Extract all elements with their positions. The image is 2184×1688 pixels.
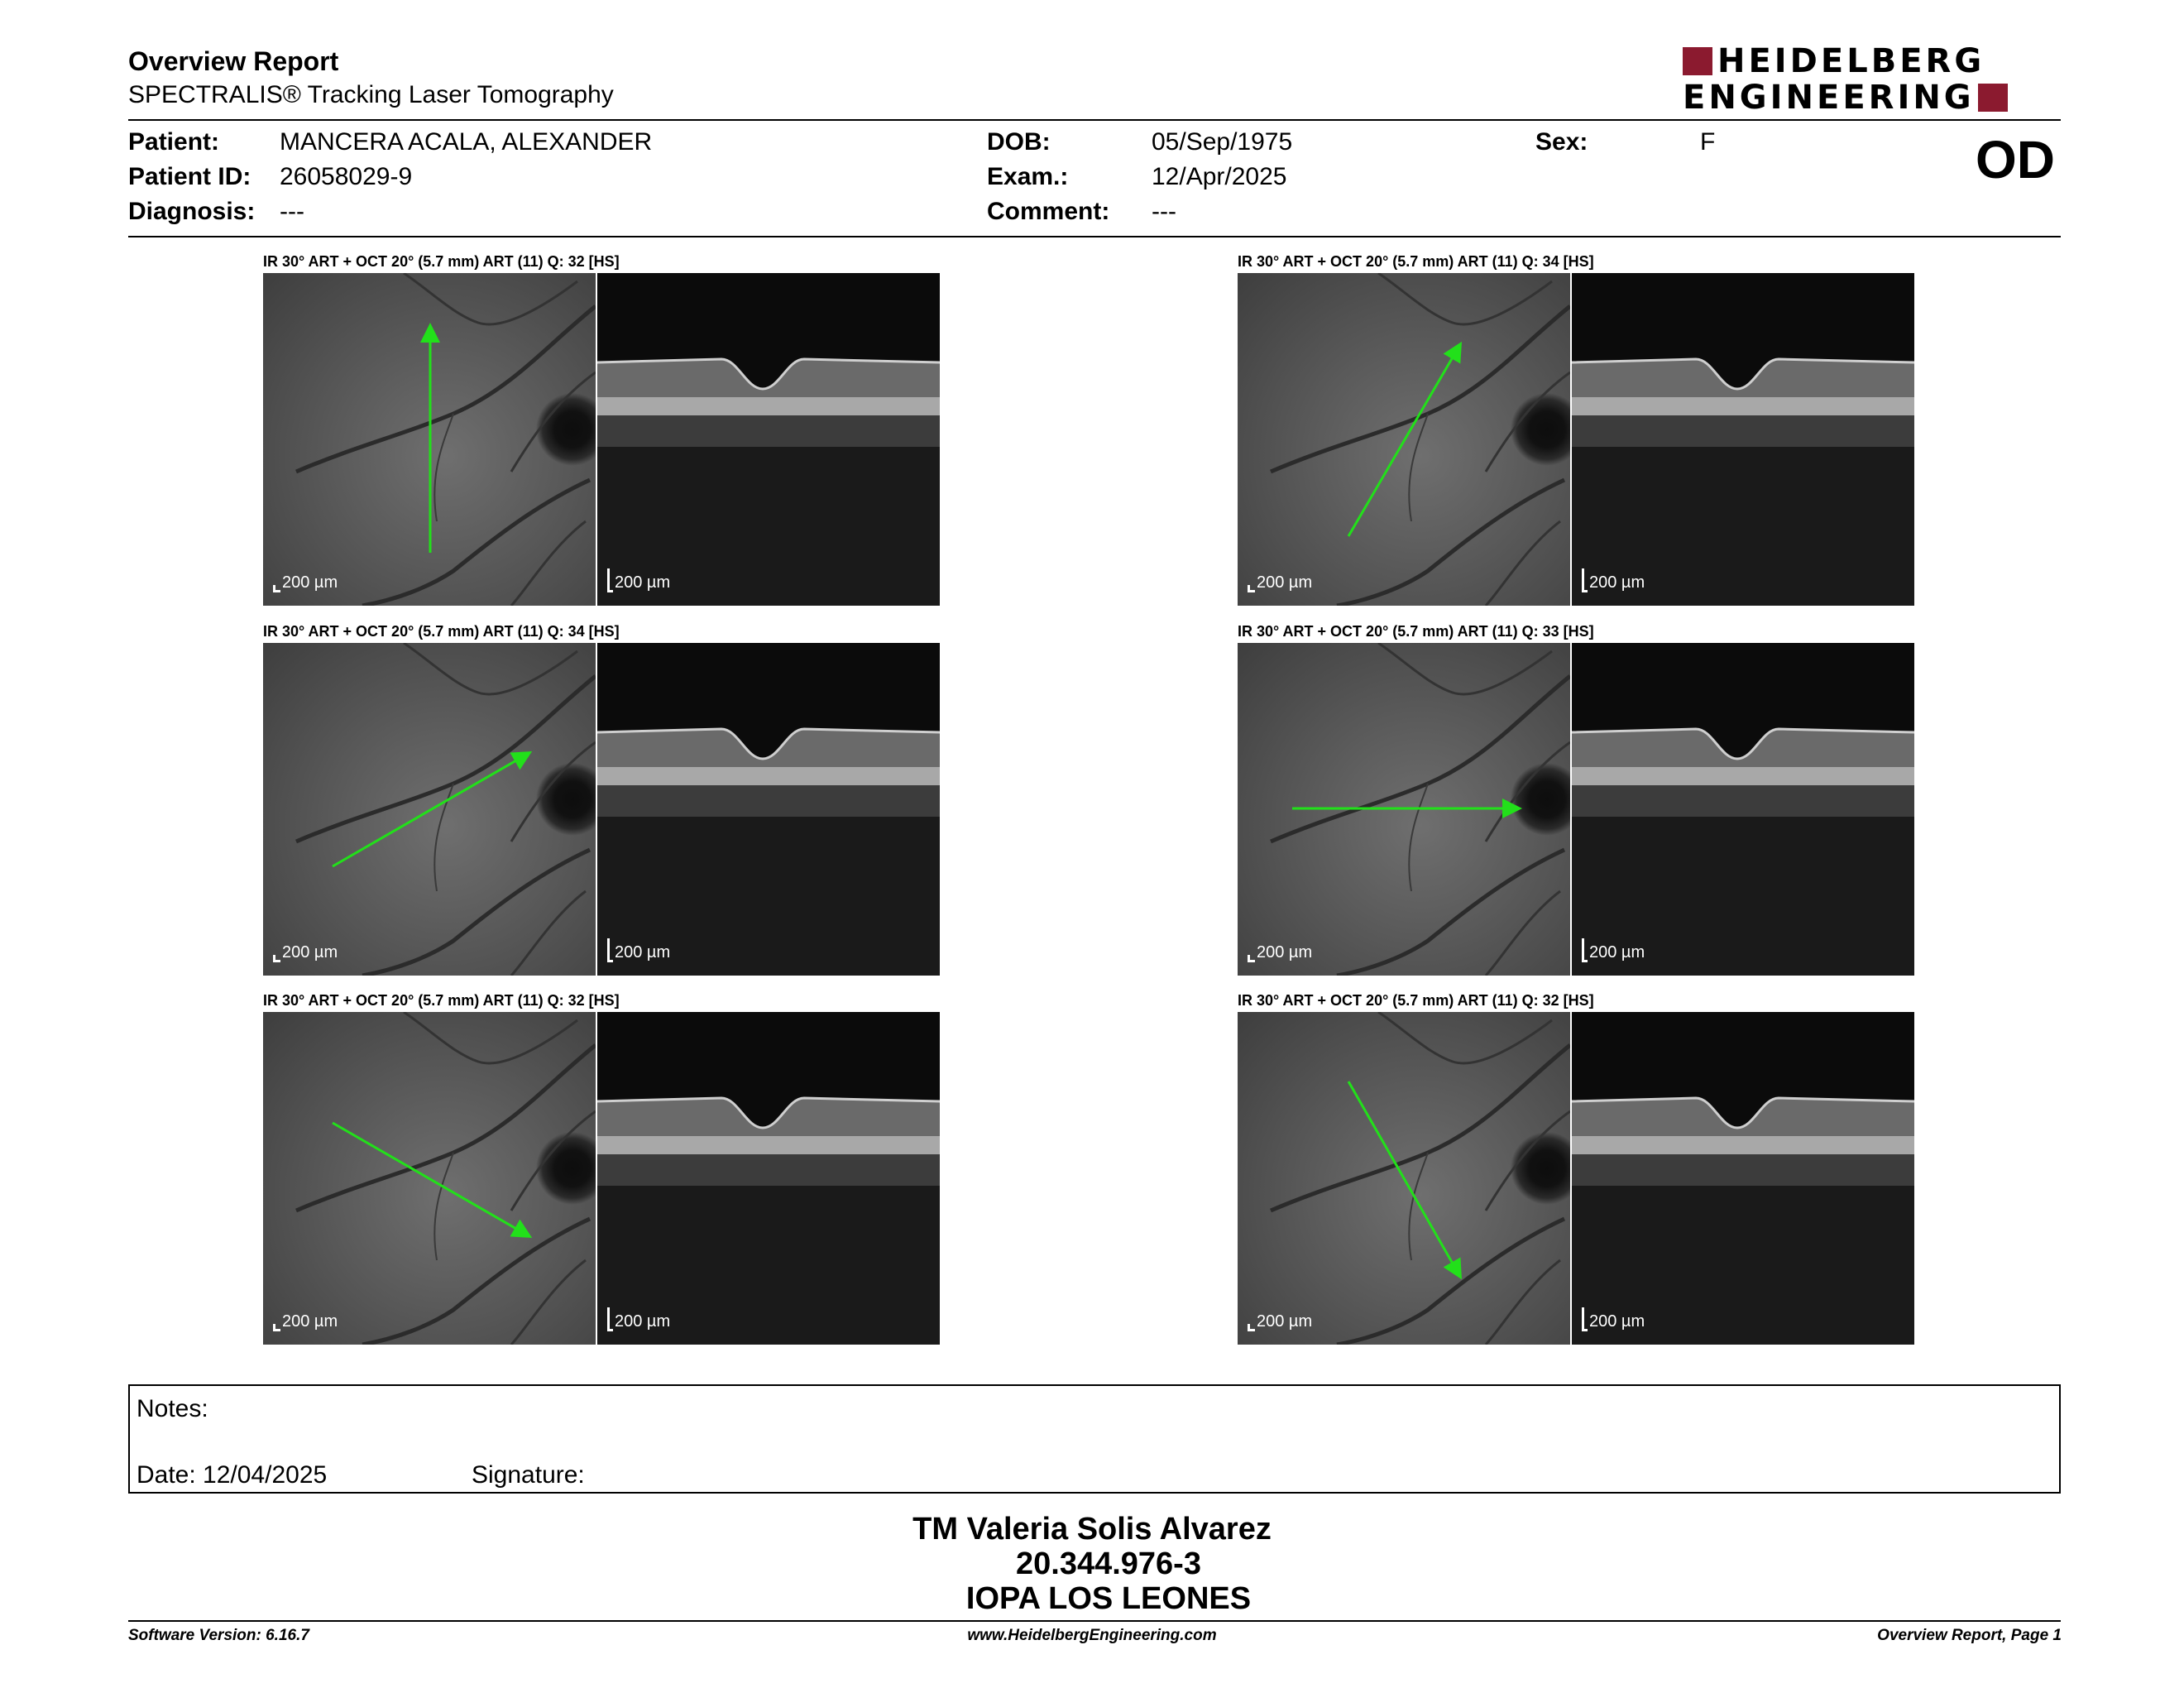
- oct-scale-label: 200 µm: [615, 1312, 671, 1331]
- scan-caption: IR 30° ART + OCT 20° (5.7 mm) ART (11) Q: 33 [HS]: [1238, 623, 1594, 640]
- footer-url[interactable]: www.HeidelbergEngineering.com: [967, 1627, 1217, 1644]
- date-label: Date: 12/04/2025: [136, 1461, 328, 1489]
- ir-scale-label: 200 µm: [1257, 573, 1313, 592]
- scan-caption: IR 30° ART + OCT 20° (5.7 mm) ART (11) Q: 32 [HS]: [263, 992, 620, 1009]
- scan-caption: IR 30° ART + OCT 20° (5.7 mm) ART (11) Q: 34 [HS]: [1238, 253, 1594, 270]
- oct-bscan-image: [597, 1012, 940, 1345]
- ir-scale-label: 200 µm: [1257, 1312, 1313, 1331]
- exam-label: Exam.:: [987, 163, 1069, 190]
- ir-scalebar: [273, 573, 338, 592]
- footer-divider: [128, 1620, 2061, 1622]
- scan-line-arrow: [333, 1123, 528, 1235]
- oct-bscan-image: [597, 643, 940, 976]
- notes-label: Notes:: [136, 1395, 208, 1422]
- oct-scalebar: [1582, 938, 1645, 962]
- header-divider: [128, 119, 2061, 121]
- eye-indicator: OD: [1976, 130, 2055, 189]
- scan-panel: [263, 273, 940, 606]
- ir-fundus-image: [1238, 273, 1570, 606]
- patient-name: MANCERA ACALA, ALEXANDER: [280, 128, 653, 156]
- oct-scale-label: 200 µm: [1589, 943, 1645, 961]
- signature-label: Signature:: [472, 1461, 585, 1489]
- info-divider: [128, 236, 2061, 237]
- oct-scale-label: 200 µm: [1589, 573, 1645, 592]
- ir-scalebar: [273, 943, 338, 962]
- software-version: Software Version: 6.16.7: [128, 1627, 309, 1644]
- oct-scalebar: [607, 568, 670, 592]
- patient-id: 26058029-9: [280, 163, 413, 190]
- patient-id-label: Patient ID:: [128, 163, 251, 190]
- notes-box: [128, 1384, 2061, 1494]
- dob-label: DOB:: [987, 128, 1051, 156]
- logo-square-icon: [1978, 84, 2008, 112]
- ir-fundus-image: [263, 1012, 596, 1345]
- ir-scalebar: [273, 1312, 338, 1331]
- diagnosis-value: ---: [280, 198, 304, 225]
- sex-label: Sex:: [1535, 128, 1588, 156]
- ir-scale-label: 200 µm: [282, 1312, 338, 1331]
- stamp-line2: 20.344.976-3: [1016, 1547, 1201, 1581]
- ir-scalebar: [1248, 1312, 1312, 1331]
- oct-scalebar: [1582, 568, 1645, 592]
- ir-fundus-image: [1238, 643, 1570, 976]
- oct-scale-label: 200 µm: [615, 943, 671, 961]
- page-info: Overview Report, Page 1: [1877, 1627, 2062, 1644]
- oct-bscan-image: [1572, 273, 1914, 606]
- ir-scale-label: 200 µm: [282, 573, 338, 592]
- comment-label: Comment:: [987, 198, 1110, 225]
- scan-panel: [1238, 1012, 1914, 1345]
- report-title: Overview Report: [128, 46, 339, 76]
- ir-scale-label: 200 µm: [282, 943, 338, 961]
- scan-panel: [1238, 643, 1914, 976]
- report-subtitle: SPECTRALIS® Tracking Laser Tomography: [128, 81, 614, 108]
- logo-line1: HEIDELBERG: [1717, 42, 1985, 80]
- ir-fundus-image: [263, 273, 596, 606]
- exam-value: 12/Apr/2025: [1152, 163, 1287, 190]
- ir-fundus-image: [1238, 1012, 1570, 1345]
- scan-panel: [1238, 273, 1914, 606]
- ir-scalebar: [1248, 573, 1312, 592]
- oct-scalebar: [607, 1307, 670, 1331]
- scan-panel: [263, 643, 940, 976]
- scan-line-arrow: [1348, 1081, 1459, 1275]
- logo-square-icon: [1683, 47, 1712, 75]
- oct-bscan-image: [597, 273, 940, 606]
- oct-scale-label: 200 µm: [1589, 1312, 1645, 1331]
- oct-bscan-image: [1572, 643, 1914, 976]
- patient-label: Patient:: [128, 128, 220, 156]
- scan-caption: IR 30° ART + OCT 20° (5.7 mm) ART (11) Q: 32 [HS]: [263, 253, 620, 270]
- scan-caption: IR 30° ART + OCT 20° (5.7 mm) ART (11) Q: 32 [HS]: [1238, 992, 1594, 1009]
- stamp-line1: TM Valeria Solis Alvarez: [912, 1512, 1272, 1547]
- scan-caption: IR 30° ART + OCT 20° (5.7 mm) ART (11) Q: 34 [HS]: [263, 623, 620, 640]
- ir-scale-label: 200 µm: [1257, 943, 1313, 961]
- sex-value: F: [1700, 128, 1716, 156]
- scan-panel: [263, 1012, 940, 1345]
- heidelberg-logo: [1683, 42, 2063, 117]
- stamp-line3: IOPA LOS LEONES: [965, 1581, 1252, 1616]
- scan-line-arrow: [1348, 346, 1459, 536]
- logo-line2: ENGINEERING: [1683, 79, 1975, 117]
- oct-scale-label: 200 µm: [615, 573, 671, 592]
- scan-line-arrow: [333, 754, 528, 866]
- oct-bscan-image: [1572, 1012, 1914, 1345]
- oct-scalebar: [607, 938, 670, 962]
- dob-value: 05/Sep/1975: [1152, 128, 1293, 156]
- ir-scalebar: [1248, 943, 1312, 962]
- oct-scalebar: [1582, 1307, 1645, 1331]
- diagnosis-label: Diagnosis:: [128, 198, 256, 225]
- comment-value: ---: [1152, 198, 1176, 225]
- ir-fundus-image: [263, 643, 596, 976]
